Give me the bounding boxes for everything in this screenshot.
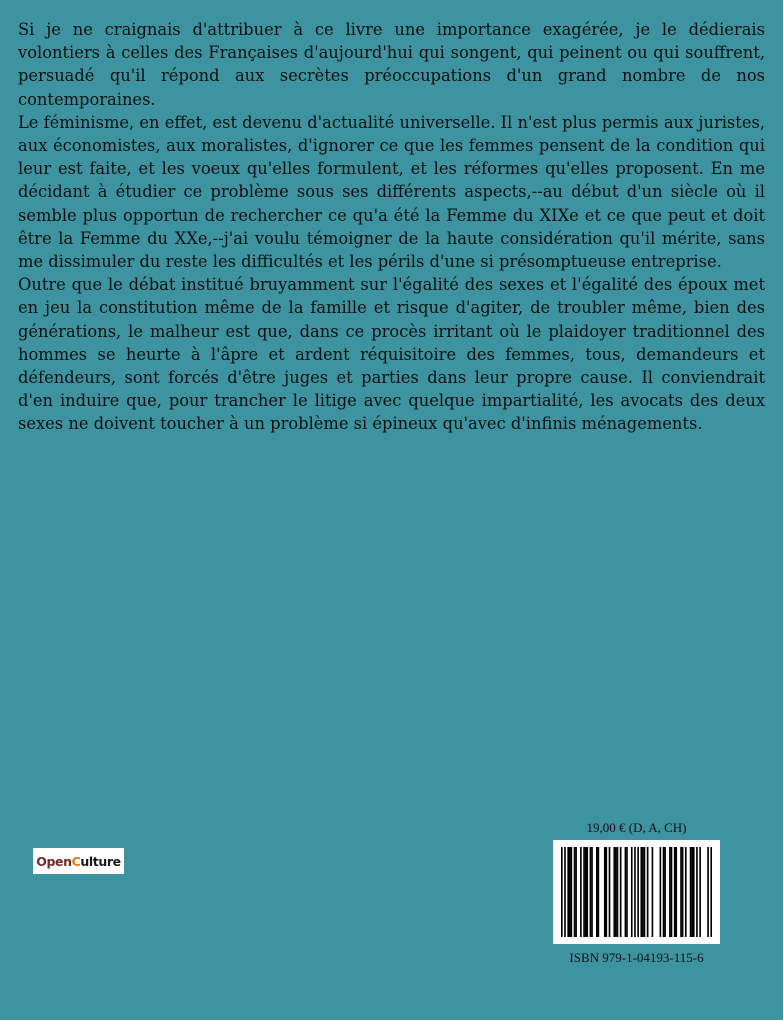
barcode-bar bbox=[696, 847, 698, 937]
barcode-bar bbox=[580, 847, 582, 937]
barcode-bar bbox=[640, 847, 642, 937]
barcode-bar bbox=[634, 847, 636, 937]
barcode-box bbox=[553, 840, 720, 944]
barcode-bar bbox=[575, 847, 577, 937]
logo-text-rest: ulture bbox=[80, 853, 121, 869]
barcode-bar bbox=[652, 847, 654, 937]
barcode-bar bbox=[583, 847, 585, 937]
barcode-bar bbox=[682, 847, 684, 937]
barcode-bar bbox=[591, 847, 593, 937]
barcode-bar bbox=[691, 847, 693, 937]
barcode-bar bbox=[644, 847, 646, 937]
barcode-bar bbox=[561, 847, 563, 937]
barcode-bar bbox=[586, 847, 588, 937]
barcode-bar bbox=[699, 847, 701, 937]
barcode-bar bbox=[647, 847, 649, 937]
barcode-bar bbox=[674, 847, 676, 937]
barcode-bar bbox=[664, 847, 666, 937]
logo-text-c: C bbox=[71, 853, 81, 869]
barcode-bar bbox=[693, 847, 695, 937]
barcode-bar bbox=[707, 847, 709, 937]
barcode-bar bbox=[680, 847, 682, 937]
barcode-bar bbox=[615, 847, 617, 937]
barcode-bar bbox=[660, 847, 662, 937]
barcode-bar bbox=[569, 847, 571, 937]
barcode-bar bbox=[620, 847, 622, 937]
barcode-bar bbox=[574, 847, 576, 937]
barcode-bar bbox=[613, 847, 615, 937]
barcode-bar bbox=[571, 847, 573, 937]
barcode-bar bbox=[626, 847, 628, 937]
barcode-bar bbox=[669, 847, 671, 937]
barcode-bar bbox=[663, 847, 665, 937]
blurb-text bbox=[18, 18, 765, 436]
barcode-bar bbox=[564, 847, 566, 937]
barcode-bar bbox=[631, 847, 633, 937]
blurb-paragraph-2: Le féminisme, en effet, est devenu d'actualité universelle. Il n'est plus permis aux juristes, aux économistes, aux moralistes, d'ignorer ce que les femmes pensent de la condition qui leur est faite, et les voeux qu'elles formulent, et les réformes qu'elles proposent. En me décidant à étudier ce problème sous ses différents aspects,--au début d'un siècle où il semble plus opportun de rechercher ce qu'a été la Femme du XIXe et ce que peut et doit être la Femme du XXe,--j'ai voulu témoigner de la haute considération qu'il mérite, sans me dissimuler du reste les difficultés et les périls d'une si présomptueuse entreprise. bbox=[18, 112, 765, 272]
barcode-bar bbox=[617, 847, 619, 937]
barcode-bar bbox=[609, 847, 611, 937]
barcode-bar bbox=[596, 847, 598, 937]
openculture-logo bbox=[33, 848, 124, 874]
barcode-bar bbox=[675, 847, 677, 937]
barcode-bar bbox=[685, 847, 687, 937]
barcode-icon bbox=[561, 847, 712, 937]
barcode-bar bbox=[567, 847, 569, 937]
barcode-bar bbox=[671, 847, 673, 937]
barcode-bar bbox=[590, 847, 592, 937]
blurb-paragraph-3: Outre que le débat institué bruyamment sur l'égalité des sexes et l'égalité des époux met en jeu la constitution même de la famille et risque d'agiter, de troubler même, bien des générations, le malheur est que, dans ce procès irritant où le plaidoyer traditionnel des hommes se heurte à l'âpre et ardent réquisitoire des femmes, tous, demandeurs et défendeurs, sont forcés d'être juges et parties dans leur propre cause. Il conviendrait d'en induire que, pour trancher le litige avec quelque impartialité, les avocats des deux sexes ne doivent toucher à un problème si épineux qu'avec d'infinis ménagements. bbox=[18, 275, 765, 434]
barcode-bar bbox=[710, 847, 712, 937]
barcode-bar bbox=[585, 847, 587, 937]
barcode-bar bbox=[637, 847, 639, 937]
barcode-bar bbox=[598, 847, 600, 937]
isbn-label: ISBN 979-1-04193-115-6 bbox=[569, 950, 704, 965]
barcode-bar bbox=[642, 847, 644, 937]
barcode-bar bbox=[625, 847, 627, 937]
blurb-paragraph-1: Si je ne craignais d'attribuer à ce livre une importance exagérée, je le dédierais volontiers à celles des Françaises d'aujourd'hui qui songent, qui peinent ou qui souffrent, persuadé qu'il répond aux secrètes préoccupations d'un grand nombre de nos contemporaines. bbox=[18, 20, 765, 109]
barcode-bar bbox=[690, 847, 692, 937]
price-label: 19,00 € (D, A, CH) bbox=[586, 820, 687, 835]
barcode-bar bbox=[604, 847, 606, 937]
logo-text-open: Open bbox=[36, 853, 72, 869]
barcode-bar bbox=[606, 847, 608, 937]
